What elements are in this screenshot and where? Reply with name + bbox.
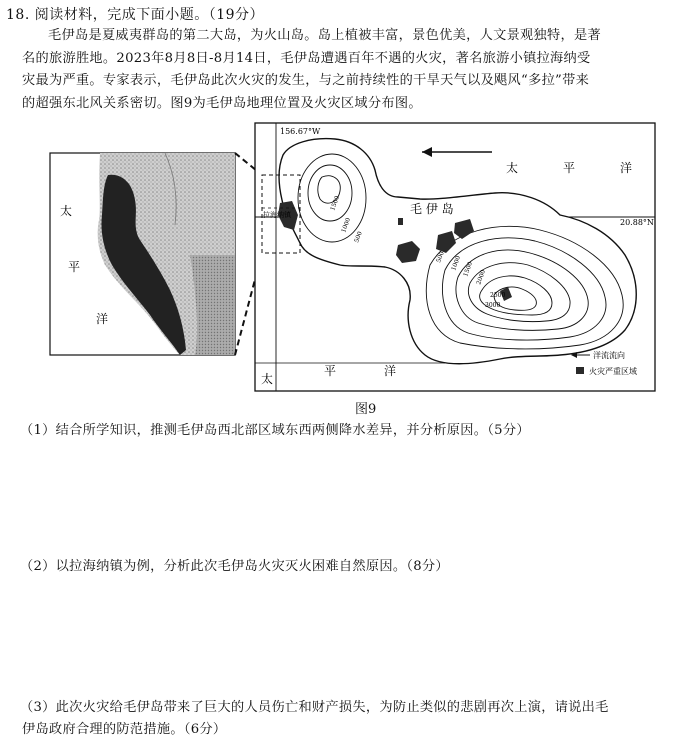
figure-9 — [0, 115, 677, 415]
inset-ocean-char-1: 太 — [60, 204, 73, 218]
sub-question-1: （1）结合所学知识，推测毛伊岛西北部区域东西两侧降水差异，并分析原因。（5分） — [20, 423, 530, 438]
inset-map — [50, 153, 235, 355]
sub-question-3 — [20, 697, 609, 741]
legend-fire-label: 火灾严重区域 — [589, 367, 637, 376]
lahaina-label: 拉海纳镇 — [263, 211, 291, 219]
sub-question-2: （2）以拉海纳镇为例，分析此次毛伊岛火灾灭火困难自然原因。（8分） — [20, 559, 449, 574]
contour-label-3: 500 — [353, 230, 364, 244]
longitude-label: 156.67°W — [280, 127, 321, 136]
material-line-4: 的超强东北风关系密切。图9为毛伊岛地理位置及火灾区域分布图。 — [22, 95, 422, 111]
sub-question-3-line-2: 伊岛政府合理的防范措施。（6分） — [22, 722, 227, 737]
ocean-top-char-2: 平 — [563, 161, 576, 175]
inset-ocean-char-3: 洋 — [96, 312, 109, 326]
ocean-top-char-3: 洋 — [620, 161, 633, 175]
material-line-1: 毛伊岛是夏威夷群岛的第二大岛，为火山岛。岛上植被丰富，景色优美，人文景观独特，是著 — [48, 28, 601, 43]
contour-label-1: 1500 — [329, 194, 342, 212]
main-map — [255, 123, 655, 391]
material-line-2: 名的旅游胜地。2023年8月8日-8月14日，毛伊岛遭遇百年不遇的火灾，著名旅游小镇拉海纳受 — [22, 50, 591, 66]
contour-label-2: 1000 — [340, 216, 353, 234]
legend-current-label: 洋流流向 — [593, 351, 625, 360]
inset-ocean-char-2: 平 — [68, 260, 81, 274]
contour-label-9: 3000 — [485, 302, 501, 309]
question-header: 18. 阅读材料，完成下面小题。（19分） — [6, 7, 265, 23]
sub-question-3-line-1: （3）此次火灾给毛伊岛带来了巨大的人员伤亡和财产损失，为防止类似的悲剧再次上演，请说出毛 — [20, 700, 609, 715]
contour-label-6: 1500 — [462, 260, 475, 278]
ocean-bottom-char-3: 洋 — [384, 364, 397, 378]
latitude-label: 20.88°N — [620, 218, 654, 227]
material-paragraph — [22, 25, 662, 115]
material-line-3: 灾最为严重。专家表示，毛伊岛此次火灾的发生，与之前持续性的干旱天气以及飓风“多拉”带来 — [22, 73, 590, 88]
contour-label-4: 500 — [435, 250, 446, 264]
figure-caption: 图9 — [355, 402, 377, 417]
contour-label-7: 2000 — [475, 268, 488, 286]
legend-fire-swatch — [576, 367, 584, 374]
ocean-top-char-1: 太 — [506, 161, 519, 175]
island-name: 毛 伊 岛 — [410, 202, 454, 216]
contour-label-5: 1000 — [450, 254, 463, 272]
map-figure — [0, 115, 677, 415]
ocean-bottom-char-1: 太 — [261, 372, 274, 386]
ocean-bottom-char-2: 平 — [324, 364, 337, 378]
contour-label-8: 2500 — [490, 292, 506, 299]
